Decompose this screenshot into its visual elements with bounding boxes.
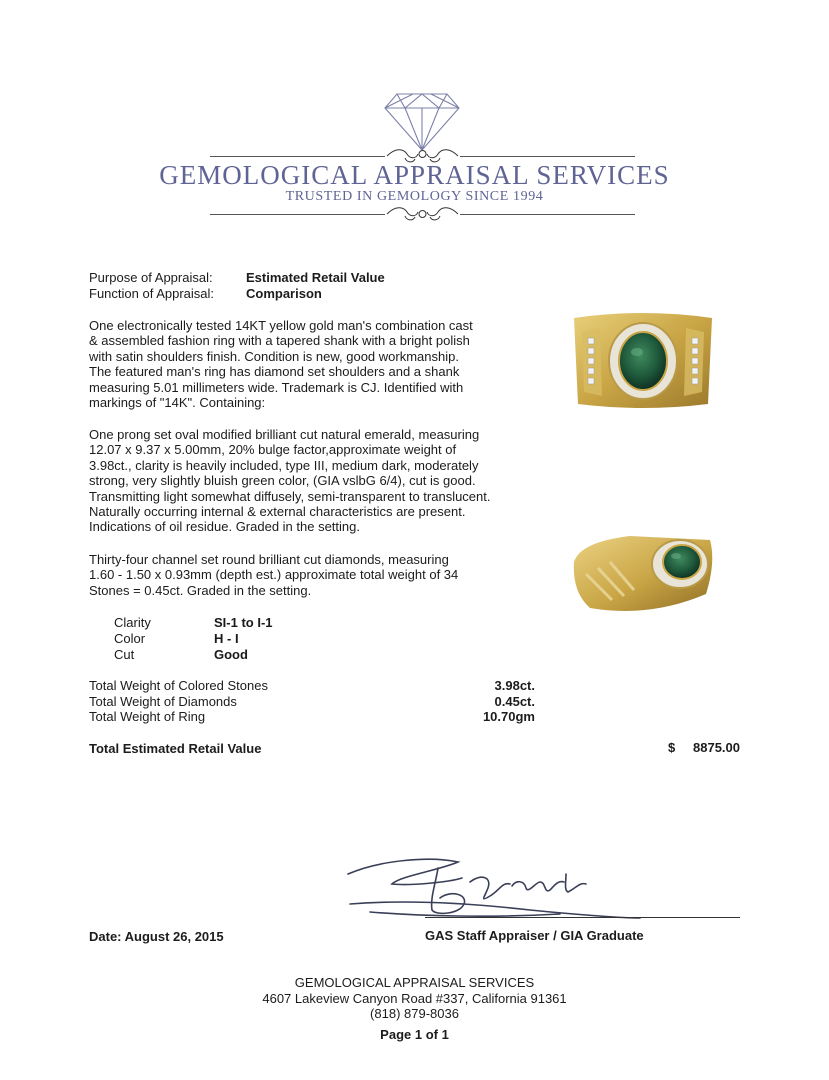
total-label: Total Weight of Colored Stones — [89, 678, 268, 693]
description-line: 3.98ct., clarity is heavily included, type III, medium dark, moderately — [89, 457, 479, 473]
description-line: One electronically tested 14KT yellow gold man's combination cast — [89, 318, 473, 333]
description-line: Thirty-four channel set round brilliant cut diamonds, measuring — [89, 552, 449, 567]
header-bottom-rule — [460, 214, 635, 215]
ring-side-view-image — [570, 522, 720, 622]
description-line: One prong set oval modified brilliant cut natural emerald, measuring — [89, 427, 480, 442]
total-value: 0.45ct. — [494, 694, 535, 709]
grade-value: Good — [214, 647, 248, 662]
footer-phone: (818) 879-8036 — [370, 1006, 459, 1021]
description-line: Naturally occurring internal & external characteristics are present. — [89, 504, 466, 520]
description-line: with satin shoulders finish. Condition is new, good workmanship. — [89, 348, 459, 364]
ring-top-view-image — [568, 308, 718, 413]
retail-value: 8875.00 — [693, 740, 740, 755]
grade-value: SI-1 to I-1 — [214, 615, 273, 630]
grade-value: H - I — [214, 631, 239, 646]
retail-currency: $ — [668, 740, 676, 755]
signature-line — [425, 917, 740, 918]
table-row — [114, 631, 273, 647]
total-label: Total Weight of Diamonds — [89, 694, 237, 709]
total-label: Total Weight of Ring — [89, 709, 206, 724]
appraiser-title: GAS Staff Appraiser / GIA Graduate — [425, 928, 644, 943]
table-row — [114, 615, 273, 631]
emerald-description — [89, 427, 529, 535]
description-line: markings of "14K". Containing: — [89, 395, 266, 411]
header-top-rule — [210, 156, 385, 157]
description-line: measuring 5.01 millimeters wide. Trademark is CJ. Identified with — [89, 379, 464, 395]
grading-table — [114, 615, 273, 663]
description-line: Transmitting light somewhat diffusely, semi-transparent to translucent. — [89, 488, 491, 504]
appraisal-date: Date: August 26, 2015 — [89, 929, 224, 944]
footer-address: 4607 Lakeview Canyon Road #337, California 91361 — [262, 991, 567, 1006]
footer-company: GEMOLOGICAL APPRAISAL SERVICES — [294, 975, 535, 990]
grade-label: Clarity — [114, 615, 151, 630]
header-top-rule — [460, 156, 635, 157]
appraiser-signature — [340, 852, 660, 924]
header-bottom-rule — [210, 214, 385, 215]
purpose-value: Estimated Retail Value — [246, 270, 385, 285]
ring-description — [89, 318, 529, 410]
function-label: Function of Appraisal: — [89, 286, 215, 301]
description-line: 12.07 x 9.37 x 5.00mm, 20% bulge factor,approximate weight of — [89, 442, 457, 458]
diamond-logo-icon — [383, 90, 461, 152]
description-line: The featured man's ring has diamond set shoulders and a shank — [89, 364, 460, 380]
total-value: 10.70gm — [482, 709, 535, 724]
description-line: Indications of oil residue. Graded in the setting. — [89, 519, 360, 535]
function-value: Comparison — [246, 286, 322, 301]
table-row — [114, 647, 273, 663]
page-number: Page 1 of 1 — [380, 1027, 449, 1042]
grade-label: Color — [114, 631, 146, 646]
description-line: strong, very slightly bluish green color, (GIA vslbG 6/4), cut is good. — [89, 473, 476, 489]
company-logo-title: GEMOLOGICAL APPRAISAL SERVICES — [159, 160, 670, 190]
purpose-label: Purpose of Appraisal: — [89, 270, 213, 285]
grade-label: Cut — [114, 647, 135, 662]
total-value: 3.98ct. — [494, 678, 535, 693]
description-line: 1.60 - 1.50 x 0.93mm (depth est.) approximate total weight of 34 — [89, 567, 459, 583]
retail-value-label: Total Estimated Retail Value — [89, 741, 262, 756]
description-line: Stones = 0.45ct. Graded in the setting. — [89, 582, 312, 598]
description-line: & assembled fashion ring with a tapered shank with a bright polish — [89, 333, 470, 349]
flourish-ornament-icon — [385, 204, 460, 224]
company-tagline: TRUSTED IN GEMOLOGY SINCE 1994 — [285, 189, 544, 204]
diamond-description — [89, 552, 529, 598]
